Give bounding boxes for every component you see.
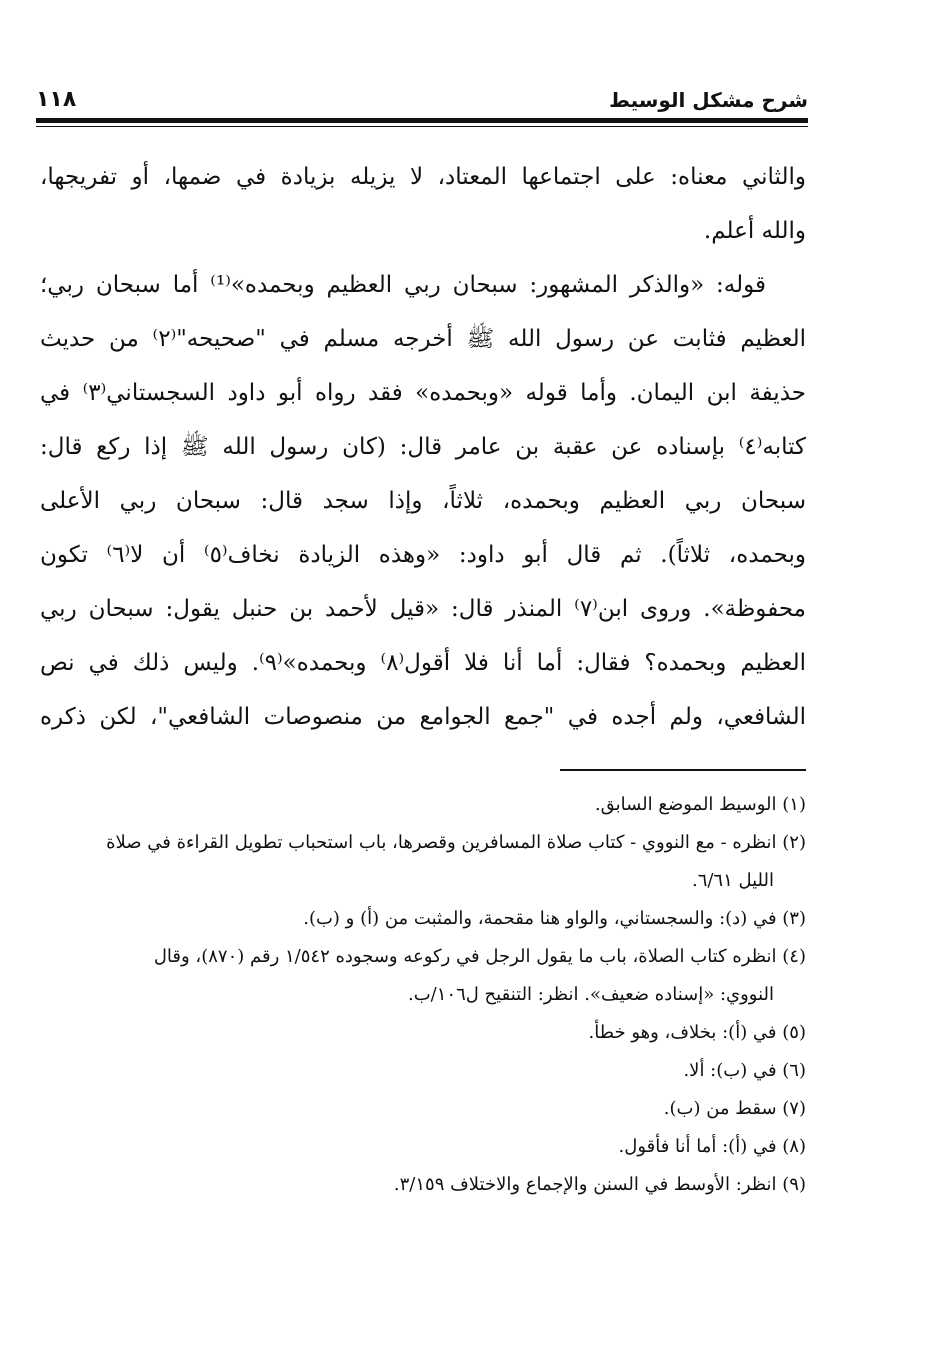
footnotes <box>40 786 806 1204</box>
footnote-text: (٤) انظره كتاب الصلاة، باب ما يقول الرجل في ركوعه وسجوده ١/٥٤٢ رقم (٨٧٠)، وقال <box>153 946 806 967</box>
text-line: كتابه⁽٤⁾ بإسناده عن عقبة بن عامر قال: (كان رسول الله ﷺ إذا ركع قال: <box>40 434 806 460</box>
footnote-text: (٧) سقط من (ب). <box>663 1098 806 1119</box>
footnote <box>40 1014 806 1052</box>
page-number: ١١٨ <box>36 87 77 112</box>
footnote <box>40 900 806 938</box>
text-line: الشافعي، ولم أجده في "جمع الجوامع من منصوصات الشافعي"، لكن ذكره <box>40 704 806 730</box>
text-line: سبحان ربي العظيم وبحمده، ثلاثاً، وإذا سجد قال: سبحان ربي الأعلى <box>40 488 806 514</box>
footnote <box>40 824 806 900</box>
header-rule-thick <box>36 118 808 123</box>
footnote-text: (٨) في (أ): أما أنا فأقول. <box>618 1136 806 1157</box>
footnote-continuation: النووي: «إسناده ضعيف». انظر: التنقيح ل١٠٦/ب. <box>408 984 774 1005</box>
main-text <box>40 150 806 744</box>
footnote-text: (٢) انظره - مع النووي - كتاب صلاة المسافرين وقصرها، باب استحباب تطويل القراءة في صلاة <box>106 832 806 853</box>
footnote-separator <box>560 769 806 771</box>
running-title: شرح مشكل الوسيط <box>609 88 808 112</box>
text-line: العظيم وبحمده؟ فقال: أما أنا فلا أقول⁽٨⁾ وبحمده»⁽٩⁾. وليس ذلك في نص <box>40 650 806 676</box>
text-line: وبحمده، ثلاثاً). ثم قال أبو داود: «وهذه الزيادة نخاف⁽٥⁾ أن لا⁽٦⁾ تكون <box>40 542 806 568</box>
text-line: حذيفة ابن اليمان. وأما قوله «وبحمده» فقد رواه أبو داود السجستاني⁽٣⁾ في <box>40 380 806 406</box>
footnote <box>40 786 806 824</box>
footnote-text: (٦) في (ب): ألا. <box>683 1060 806 1081</box>
footnote <box>40 1090 806 1128</box>
text-line: العظيم فثابت عن رسول الله ﷺ أخرجه مسلم في "صحيحه"⁽٢⁾ من حديث <box>40 326 806 352</box>
footnote <box>40 938 806 1014</box>
page-header <box>36 84 808 114</box>
footnote-text: (١) الوسيط الموضع السابق. <box>594 794 806 815</box>
footnote-text: (٩) انظر: الأوسط في السنن والإجماع والاختلاف ٣/١٥٩. <box>393 1174 806 1195</box>
text-line: والثاني معناه: على اجتماعها المعتاد، لا يزيله بزيادة في ضمها، أو تفريجها، <box>40 164 806 190</box>
footnote <box>40 1166 806 1204</box>
text-line: والله أعلم. <box>703 218 806 244</box>
header-rule-thin <box>36 126 808 127</box>
footnote-text: (٥) في (أ): بخلاف، وهو خطأ. <box>588 1022 806 1043</box>
footnote-text: (٣) في (د): والسجستاني، والواو هنا مقحمة، والمثبت من (أ) و (ب). <box>303 908 806 929</box>
footnote <box>40 1128 806 1166</box>
text-line: قوله: «والذكر المشهور: سبحان ربي العظيم وبحمده»⁽¹⁾ أما سبحان ربي؛ <box>40 272 766 298</box>
footnote <box>40 1052 806 1090</box>
text-line: محفوظة». وروى ابن⁽٧⁾ المنذر قال: «قيل لأحمد بن حنبل يقول: سبحان ربي <box>40 596 806 622</box>
footnote-continuation: الليل ٦/٦١. <box>691 870 774 891</box>
